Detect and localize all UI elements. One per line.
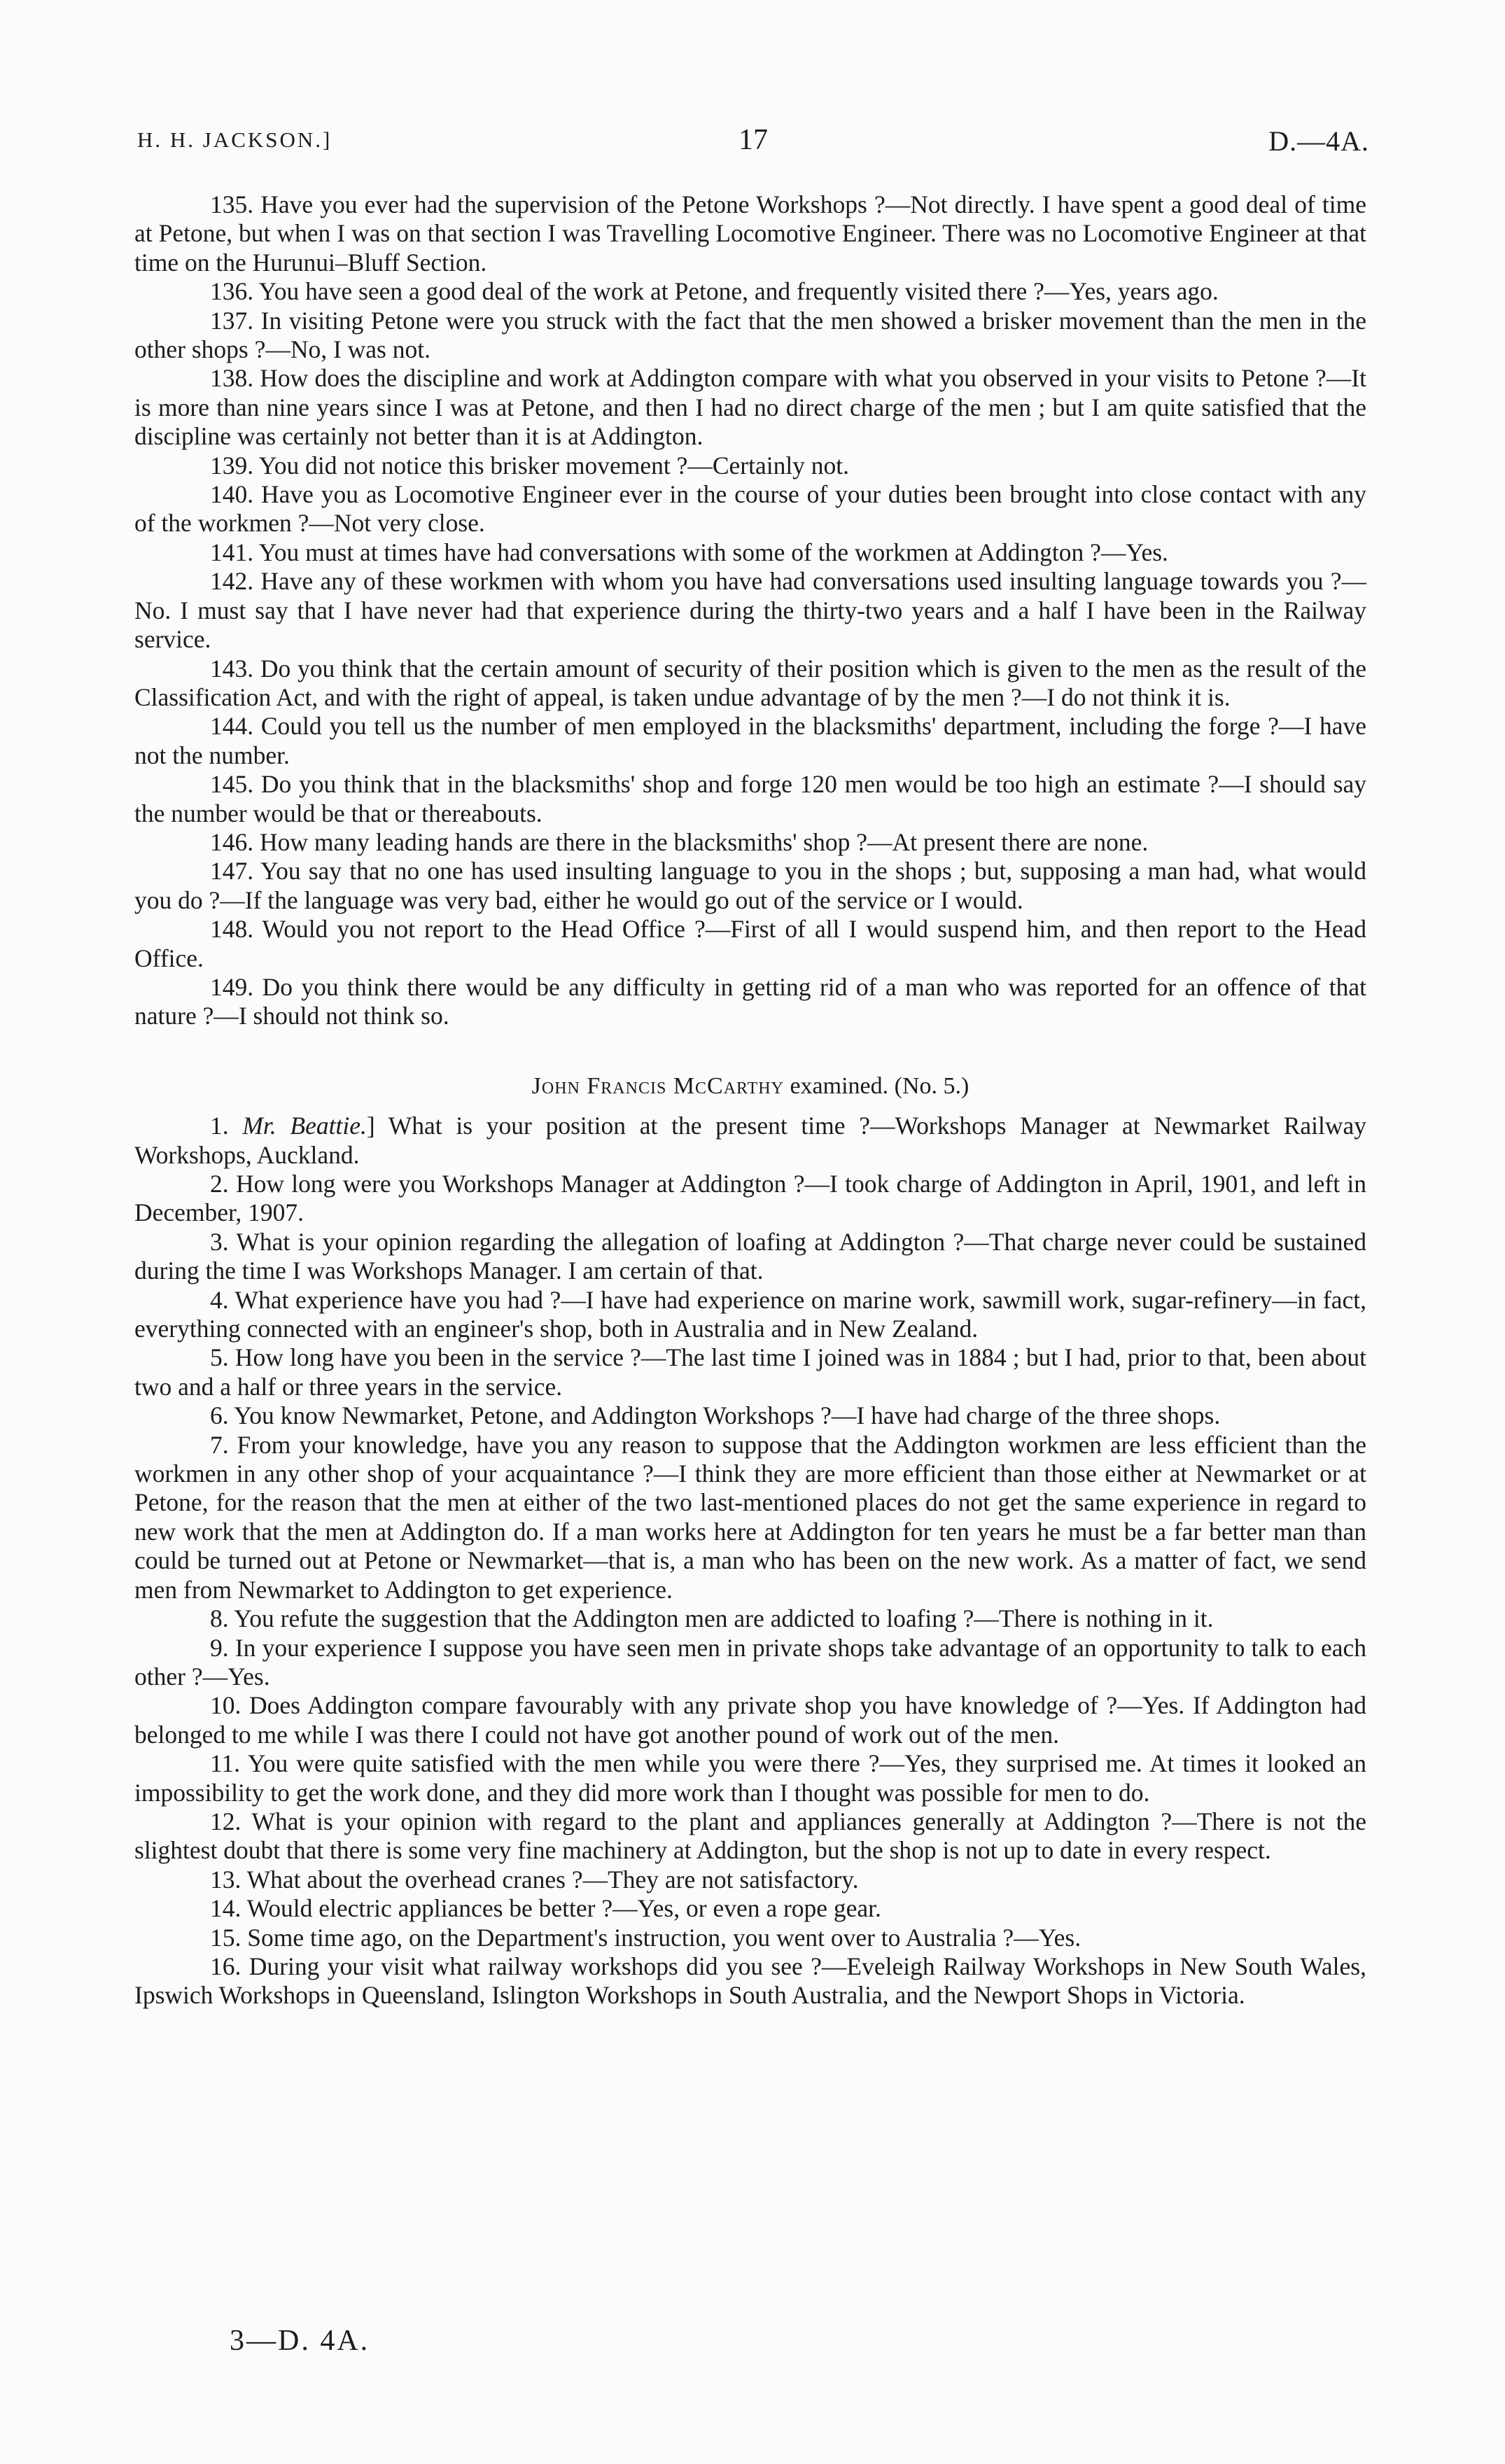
paragraph: 141. You must at times have had conversations with some of the workmen at Addington ?—Yes. xyxy=(210,538,1168,566)
paragraph: 145. Do you think that in the blacksmiths' shop and forge 120 men would be too high an estimate ?—I should say the number would be that or thereabouts. xyxy=(134,770,1366,827)
paragraph: 140. Have you as Locomotive Engineer ever in the course of your duties been brought into close contact with any of the workmen ?—Not very close. xyxy=(134,480,1366,538)
paragraph: 5. How long have you been in the service ?—The last time I joined was in 1884 ; but I had, prior to that, been about two and a half or three years in the service. xyxy=(134,1343,1366,1401)
paragraph: 144. Could you tell us the number of men employed in the blacksmiths' department, including the forge ?—I have not the number. xyxy=(134,712,1366,769)
paragraph: 139. You did not notice this brisker movement ?—Certainly not. xyxy=(210,451,850,479)
paragraph: 3. What is your opinion regarding the allegation of loafing at Addington ?—That charge never could be sustained during the time I was Workshops Manager. I am certain of that. xyxy=(134,1227,1366,1285)
paragraph: 147. You say that no one has used insulting language to you in the shops ; but, supposing a man had, what would you do ?—If the language was very bad, either he would go out of the service or I would. xyxy=(134,857,1366,914)
header-witness: H. H. JACKSON.] xyxy=(137,127,332,152)
paragraph: 148. Would you not report to the Head Office ?—First of all I would suspend him, and then report to the Head Office. xyxy=(134,915,1366,972)
paragraph: 146. How many leading hands are there in the blacksmiths' shop ?—At present there are none. xyxy=(210,827,1149,856)
paragraph: 13. What about the overhead cranes ?—They are not satisfactory. xyxy=(210,1865,859,1893)
paragraph: 15. Some time ago, on the Department's instruction, you went over to Australia ?—Yes. xyxy=(210,1923,1082,1952)
paragraph: 6. You know Newmarket, Petone, and Addington Workshops ?—I have had charge of the three shops. xyxy=(210,1401,1221,1430)
paragraph xyxy=(134,1112,1366,1170)
speaker-name: Mr. Beattie. xyxy=(242,1112,367,1140)
mccarthy-testimony xyxy=(134,1112,1366,2010)
page-header xyxy=(137,123,1369,165)
paragraph: 9. In your experience I suppose you have seen men in private shops take advantage of an opportunity to talk to each other ?—Yes. xyxy=(134,1633,1366,1690)
paragraph: 16. During your visit what railway workshops did you see ?—Eveleigh Railway Workshops in New South Wales, Ipswich Workshops in Queensland, Islington Workshops in South Australia, and the Newport Shops in Victoria. xyxy=(134,1952,1366,2010)
question-number: 1. xyxy=(210,1112,229,1140)
witness-heading xyxy=(134,1072,1366,1100)
paragraph: 12. What is your opinion with regard to the plant and appliances generally at Addington ?—There is not the slightest doubt that there is some very fine machinery at Addington, but the shop is not up to date in every respect. xyxy=(134,1807,1366,1865)
paragraph: 149. Do you think there would be any difficulty in getting rid of a man who was reported for an offence of that nature ?—I should not think so. xyxy=(134,972,1366,1030)
paragraph: 137. In visiting Petone were you struck with the fact that the men showed a brisker movement than the men in the other shops ?—No, I was not. xyxy=(134,306,1366,364)
paragraph: 4. What experience have you had ?—I have had experience on marine work, sawmill work, sugar-refinery—in fact, everything connected with an engineer's shop, both in Australia and in New Zealand. xyxy=(134,1285,1366,1343)
paragraph: 135. Have you ever had the supervision of the Petone Workshops ?—Not directly. I have spent a good deal of time at Petone, but when I was on that section I was Travelling Locomotive Engineer. There was no Locomotive Engineer at that time on the Hurunui–Bluff Section. xyxy=(134,190,1366,276)
signature-mark: 3—D. 4A. xyxy=(230,2325,370,2357)
page-number: 17 xyxy=(738,124,768,156)
paper-reference: D.—4A. xyxy=(1268,125,1369,157)
jackson-testimony xyxy=(134,190,1366,1031)
paragraph: 11. You were quite satisfied with the men while you were there ?—Yes, they surprised me. At times it looked an impossibility to get the work done, and they did more work than I thought was possible for men to do. xyxy=(134,1749,1366,1807)
paragraph: 136. You have seen a good deal of the work at Petone, and frequently visited there ?—Yes, years ago. xyxy=(210,277,1219,306)
paragraph: 142. Have any of these workmen with whom you have had conversations used insulting language towards you ?—No. I must say that I have never had that experience during the thirty-two years and a half I have been in the Railway service. xyxy=(134,567,1366,654)
paragraph: 14. Would electric appliances be better ?—Yes, or even a rope gear. xyxy=(210,1894,881,1923)
page-body xyxy=(134,190,1366,2010)
paragraph: 2. How long were you Workshops Manager at Addington ?—I took charge of Addington in April, 1901, and left in December, 1907. xyxy=(134,1170,1366,1227)
witness-name: John Francis McCarthy xyxy=(531,1072,784,1099)
paragraph: 8. You refute the suggestion that the Addington men are addicted to loafing ?—There is nothing in it. xyxy=(210,1604,1214,1633)
witness-status: examined. (No. 5.) xyxy=(790,1072,969,1099)
paragraph: 7. From your knowledge, have you any reason to suppose that the Addington workmen are less efficient than the workmen in any other shop of your acquaintance ?—I think they are more efficient than those either at Newmarket or at Petone, for the reason that the men at either of the two last-mentioned places do not get the same experience in regard to new work that the men at Addington do. If a man works here at Addington for ten years he must be a far better man than could be turned out at Petone or Newmarket—that is, a man who has been on the new work. As a matter of fact, we send men from Newmarket to Addington to get experience. xyxy=(134,1430,1366,1604)
question-text: ] What is your position at the present time ?—Workshops Manager at Newmarket Railway Workshops, Auckland. xyxy=(134,1112,1366,1169)
paragraph: 138. How does the discipline and work at Addington compare with what you observed in your visits to Petone ?—It is more than nine years since I was at Petone, and then I had no direct charge of the men ; but I am quite satisfied that the discipline was certainly not better than it is at Addington. xyxy=(134,364,1366,451)
paragraph: 143. Do you think that the certain amount of security of their position which is given to the men as the result of the Classification Act, and with the right of appeal, is taken undue advantage of by the men ?—I do not think it is. xyxy=(134,654,1366,711)
paragraph: 10. Does Addington compare favourably with any private shop you have knowledge of ?—Yes. If Addington had belonged to me while I was there I could not have got another pound of work out of the men. xyxy=(134,1691,1366,1749)
